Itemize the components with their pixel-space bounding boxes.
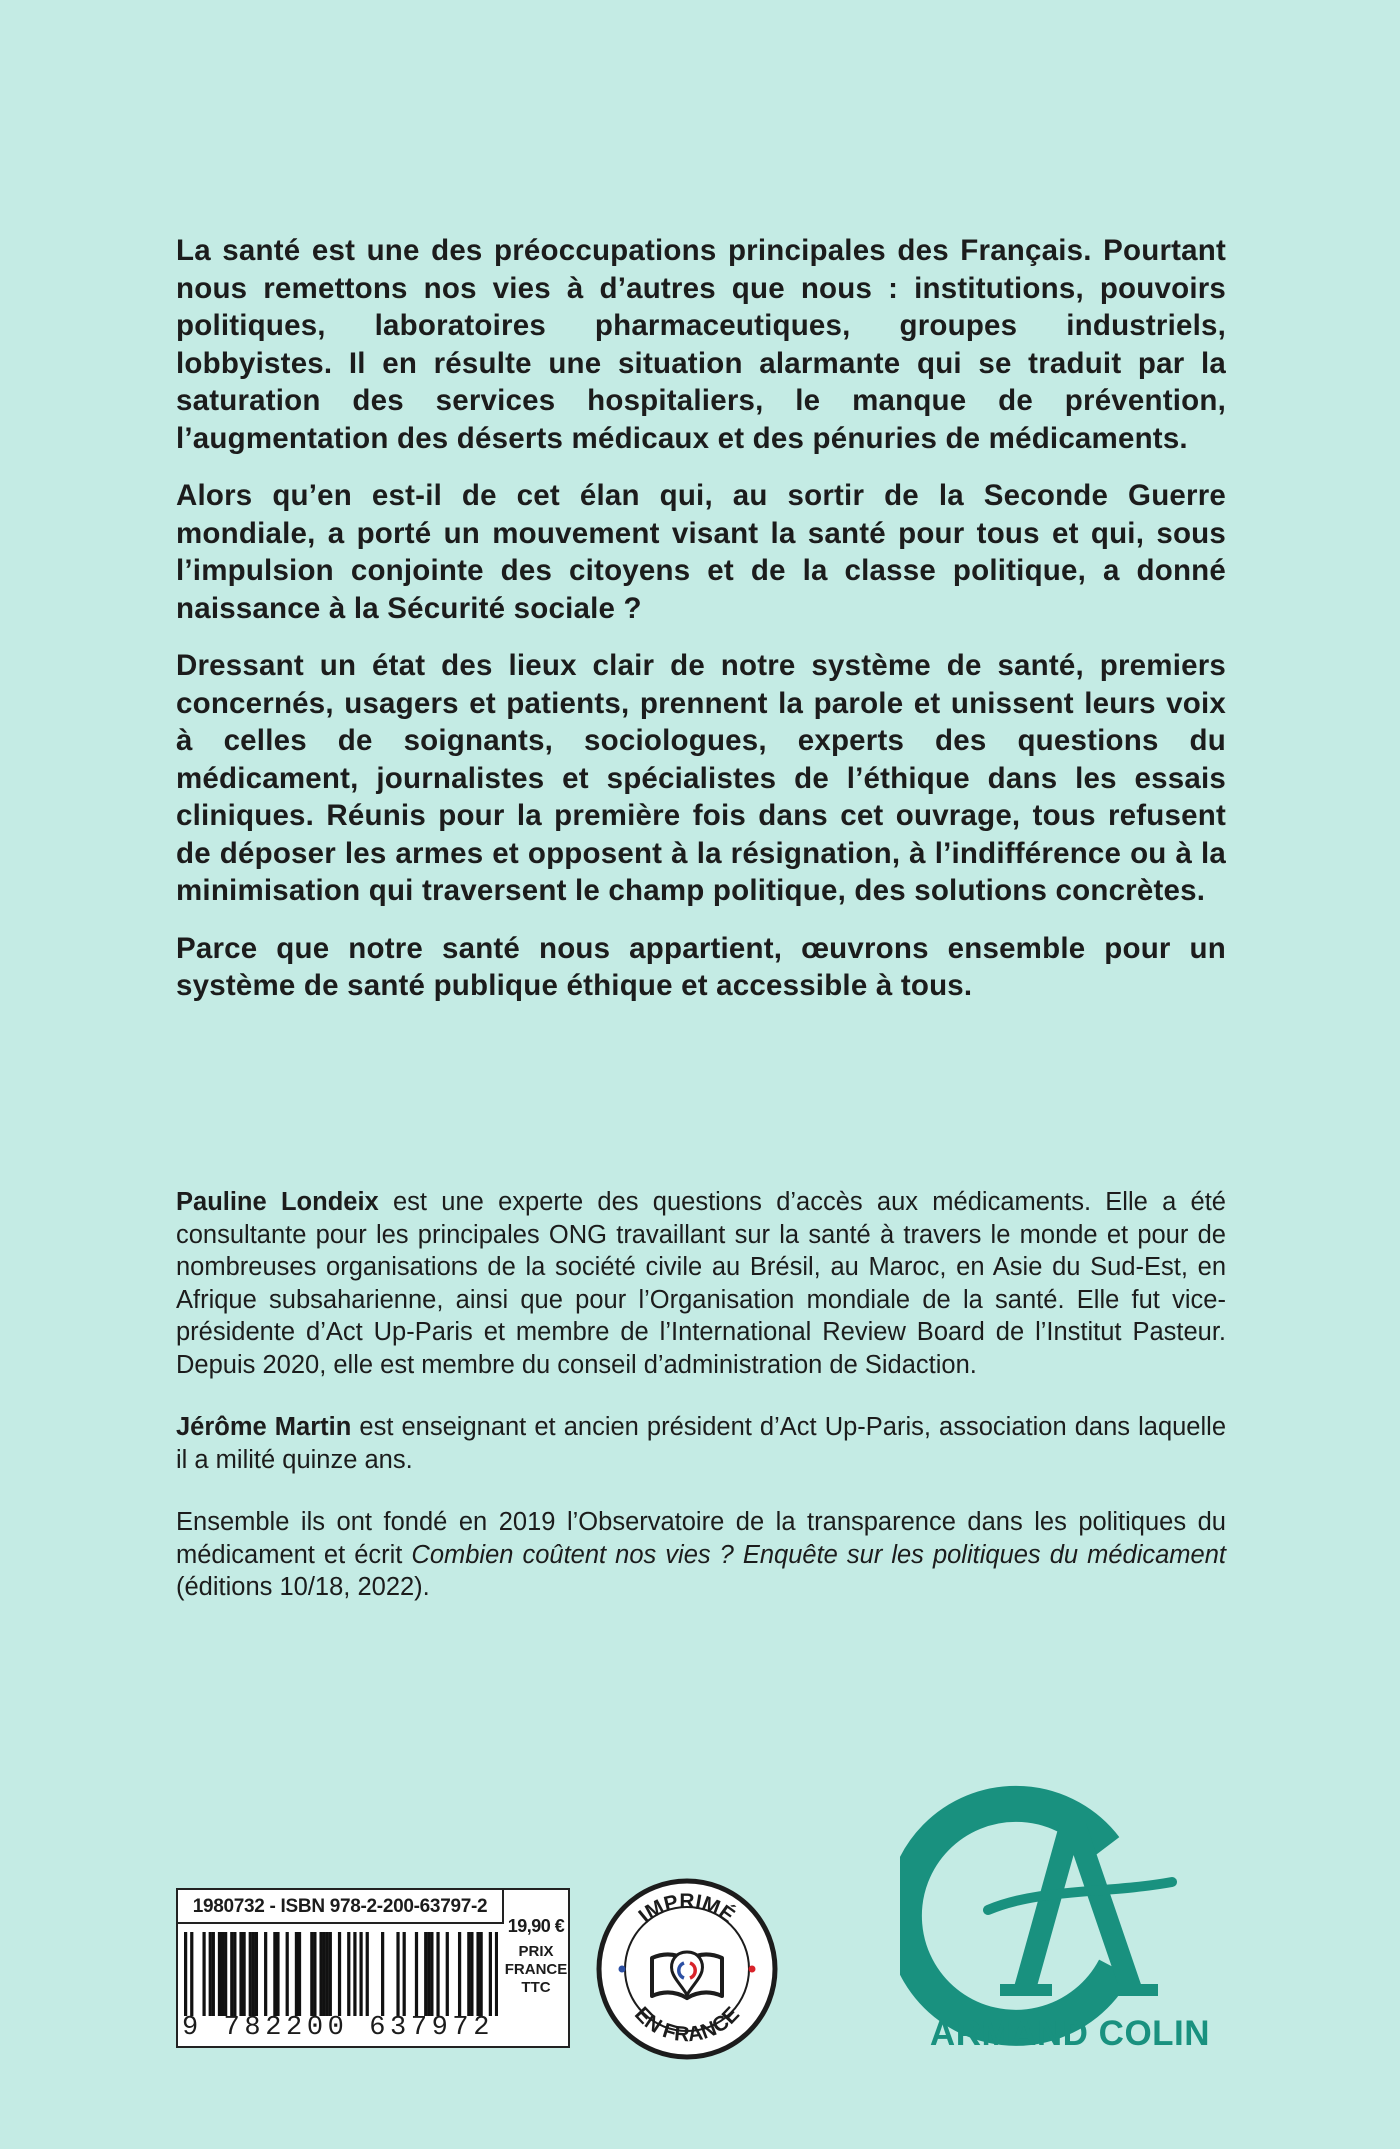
barcode-bar [242,1932,245,2016]
barcode-bar [366,1932,369,2016]
barcode-bar [436,1932,439,2016]
barcode-bar [252,1932,255,2016]
barcode-bar [403,1932,406,2016]
barcode-bar [264,1932,267,2016]
barcode-bar [495,1932,498,2016]
book-title: Combien coûtent nos vies ? Enquête sur les politiques du médicament [411,1540,1226,1569]
barcode-bar [221,1932,224,2016]
barcode-bar [480,1932,483,2016]
barcode-bar [209,1932,212,2016]
barcode-bar [446,1932,449,2016]
barcode-bar [347,1932,350,2016]
barcode-bar [430,1932,433,2016]
barcode-bar [381,1932,384,2016]
barcode-bar [273,1932,276,2016]
blurb-paragraph-2: Alors qu’en est-il de cet élan qui, au sortir de la Seconde Guerre mondiale, a porté un mouvement visant la santé pour tous et qui, sous l’impulsion conjointe des citoyens et de la classe politique, a donné naissance à la Sécurité sociale ? [176,479,1226,625]
barcode-bar [276,1932,279,2016]
logo-crossbar [988,1882,1172,1910]
barcode-bar [313,1932,316,2016]
ean-digits: 9 782200 637972 [182,2013,495,2043]
author-bio-text-1: est une experte des questions d’accès aux médicaments. Elle a été consultante pour les principales ONG travaillant sur la santé à travers le monde et pour de nombreuses organisations de la société civile au Brésil, au Maroc, en Asie du Sud-Est, en Afrique subsaharienne, ainsi que pour l’Organisation mondiale de la santé. Elle fut vice-présidente d’Act Up-Paris et membre de l’International Review Board de l’Institut Pasteur. Depuis 2020, elle est membre du conseil d’administration de Sidaction. [176,1188,1226,1379]
joint-work-note [176,1506,1226,1604]
barcode-bar [470,1932,473,2016]
blurb-paragraph-1: La santé est une des préoccupations principales des Français. Pourtant nous remettons nos vies à d’autres que nous : institutions, pouvoirs politiques, laboratoires pharmaceutiques, groupes industriels, lobbyistes. Il en résulte une situation alarmante qui se traduit par la saturation des services hospitaliers, le manque de prévention, l’augmentation des déserts médicaux et des pénuries de médicaments. [176,234,1226,455]
blurb-paragraph-3: Dressant un état des lieux clair de notre système de santé, premiers concernés, usagers et patients, prennent la parole et unissent leurs voix à celles de soignants, sociologues, experts des questions du médicament, journalistes et spécialistes de l’éthique dans les essais cliniques. Réunis pour la première fois dans cet ouvrage, tous refusent de déposer les armes et opposent à la résignation, à l’indifférence ou à la minimisation qui traversent le champ politique, des solutions concrètes. [176,649,1226,907]
barcode-bar [427,1932,430,2016]
barcode-bar [218,1932,221,2016]
price-label-line-1: PRIX [518,1943,554,1960]
isbn-label: 1980732 - ISBN 978-2-200-63797-2 [178,1890,504,1924]
author-bio-2 [176,1411,1226,1476]
barcode-bar [202,1932,205,2016]
price-column [504,1890,568,2046]
barcode-bar [239,1932,242,2016]
barcode-bar [326,1932,329,2016]
price-label-line-2: FRANCE [504,1961,568,1978]
barcode-bar [310,1932,313,2016]
barcode-bar [233,1932,236,2016]
price-label-line-3: TTC [521,1979,551,1996]
stamp-bottom-text: EN FRANCE [629,2002,745,2047]
barcode-bar [323,1932,326,2016]
blurb-paragraph-4: Parce que notre santé nous appartient, œuvrons ensemble pour un système de santé publique éthique et accessible à tous. [176,931,1226,1002]
barcode-bar [190,1932,193,2016]
barcode-bar [286,1932,289,2016]
publisher-name: ARMAND COLIN [929,2014,1211,2053]
barcode-bar [396,1932,399,2016]
barcode-bar [224,1932,227,2016]
price: 19,90 € [507,1916,565,1936]
stamp-dot-red [749,1966,756,1973]
author-bio-text-2: est enseignant et ancien président d’Act Up-Paris, association dans laquelle il a milité quinze ans. [176,1413,1226,1474]
made-in-france-stamp [596,1878,778,2060]
barcode-bar [230,1932,233,2016]
barcode-bar [489,1932,492,2016]
barcode-bar [319,1932,322,2016]
barcode-bar [298,1932,301,2016]
barcode-bar [359,1932,362,2016]
author-bios [176,1186,1226,1634]
author-name-2: Jérôme Martin [176,1413,352,1441]
stamp-dot-blue [619,1966,626,1973]
barcode-bar [338,1932,341,2016]
price-label [504,1943,568,1997]
barcode-bar [295,1932,298,2016]
barcode-bar [249,1932,252,2016]
barcode-bar [184,1932,187,2016]
edition-note: (éditions 10/18, 2022). [176,1573,430,1601]
barcode-bar [476,1932,479,2016]
logo-letter-a [1024,1834,1132,1992]
logo-serif-left [1000,1984,1052,1996]
barcode-bar [212,1932,215,2016]
barcode-bar [458,1932,461,2016]
joint-work-text: Ensemble ils ont fondé en 2019 l’Observatoire de la transparence dans les politiques du médicament et écrit [176,1508,1226,1569]
barcode-bar [415,1932,418,2016]
logo-serif-right [1106,1984,1158,1996]
barcode-bar [424,1932,427,2016]
barcode-bar [329,1932,332,2016]
barcode-bars [184,1932,498,2016]
barcode-bar [467,1932,470,2016]
author-bio-1 [176,1186,1226,1381]
stamp-top-text: IMPRIMÉ [634,1890,739,1928]
barcode-bar [353,1932,356,2016]
barcode-bar [255,1932,258,2016]
author-name-1: Pauline Londeix [176,1188,379,1216]
barcode-box [176,1888,570,2048]
back-cover-blurb [176,232,1226,1025]
